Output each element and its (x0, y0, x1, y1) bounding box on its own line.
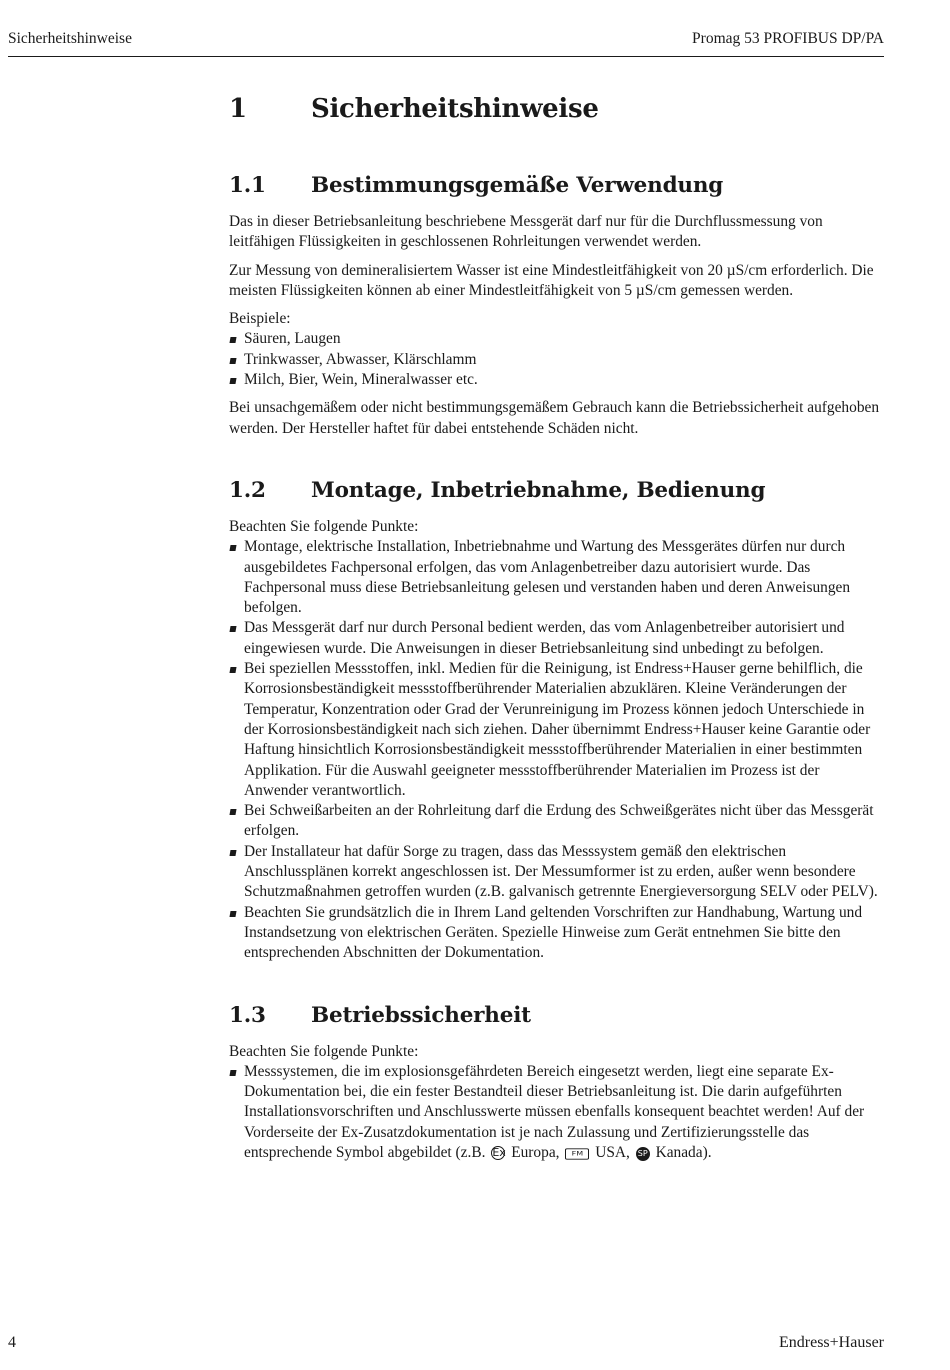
section-1-1 (229, 172, 884, 439)
bullet-icon (229, 626, 236, 632)
section-number: 1.3 (229, 1002, 266, 1028)
list-item: Montage, elektrische Installation, Inbetriebnahme und Wartung des Messgerätes dürfen nur durch ausgebildetes Fachpersonal erfolgen, das vom Anlagenbetreiber dazu autorisiert wurde. Das Fachpersonal muss diese Betriebsanleitung gelesen und verstanden haben und deren Anweisungen befolgen. (229, 537, 884, 618)
fm-symbol-icon: FM (565, 1148, 589, 1159)
bullet-icon (229, 809, 236, 815)
chapter-number: 1 (229, 94, 247, 124)
section-1-2 (229, 477, 884, 964)
list-item: Bei Schweißarbeiten an der Rohrleitung darf die Erdung des Schweißgerätes nicht über das Messgerät erfolgen. (229, 801, 884, 842)
page-number: 4 (8, 1334, 16, 1351)
header-product-name: Promag 53 PROFIBUS DP/PA (692, 30, 884, 47)
csa-symbol-icon: SP (636, 1147, 650, 1161)
examples-list (229, 329, 884, 390)
bullet-icon (229, 378, 236, 384)
section-title: Montage, Inbetriebnahme, Bedienung (311, 477, 766, 503)
section-intro: Beachten Sie folgende Punkte: (229, 1042, 419, 1060)
bullet-icon (229, 667, 236, 673)
bullet-icon (229, 337, 236, 343)
list-item: Der Installateur hat dafür Sorge zu tragen, dass das Messsystem gemäß den elektrischen Anschlussplänen korrekt angeschlossen ist. Der Messumformer ist zu erden, außer wenn besondere Schutzmaßnahmen getroffen wurden (z.B. galvanisch getrennte Energieversorgung SELV oder PELV). (229, 842, 884, 903)
page-header (8, 28, 884, 57)
bullet-icon (229, 911, 236, 917)
list-item: Messsystemen, die im explosionsgefährdeten Bereich eingesetzt werden, liegt eine separate Ex-Dokumentation bei, die ein fester Bestandteil dieser Betriebsanleitung ist. Die darin aufgeführten Installationsvorschriften und Anschlusswerte müssen ebenfalls konsequent beachtet werden! Auf der Vorderseite der Ex-Zusatzdokumentation ist je nach Zulassung und Zertifizierungsstelle das entsprechende Symbol abgebildet (z.B. Ex Europa, FM USA, SP Kanada). (229, 1062, 884, 1163)
points-list (229, 1062, 884, 1163)
list-item: Milch, Bier, Wein, Mineralwasser etc. (229, 370, 884, 390)
paragraph: Das in dieser Betriebsanleitung beschriebene Messgerät darf nur für die Durchflussmessung von leitfähigen Flüssigkeiten in geschlossenen Rohrleitungen verwendet werden. (229, 213, 823, 251)
footer-brand: Endress+Hauser (779, 1334, 884, 1351)
examples-label: Beispiele: (229, 310, 291, 328)
page-footer (8, 1334, 884, 1356)
list-item: Das Messgerät darf nur durch Personal bedient werden, das vom Anlagenbetreiber autorisiert und eingewiesen wurde. Die Anweisungen in dieser Betriebsanleitung sind unbedingt zu befolgen. (229, 618, 884, 659)
section-heading (229, 172, 884, 200)
section-heading (229, 477, 884, 505)
paragraph: Zur Messung von demineralisiertem Wasser ist eine Mindestleitfähigkeit von 20 µS/cm erforderlich. Die meisten Flüssigkeiten können ab einer Mindestleitfähigkeit von 5 µS/cm gemessen werden. (229, 261, 874, 299)
section-number: 1.2 (229, 477, 266, 503)
bullet-icon (229, 1070, 236, 1076)
section-1-3 (229, 1002, 884, 1164)
bullet-icon (229, 545, 236, 551)
list-item: Bei speziellen Messstoffen, inkl. Medien für die Reinigung, ist Endress+Hauser gerne behilflich, die Korrosionsbeständigkeit messstoffberührender Materialien abzuklären. Kleine Veränderungen der Temperatur, Konzentration oder Grad der Verunreinigung im Prozess können jedoch Unterschiede in der Korrosionsbeständigkeit nach sich ziehen. Daher übernimmt Endress+Hauser keine Garantie oder Haftung hinsichtlich Korrosionsbeständigkeit messstoffberührender Materialien in einer bestimmten Applikation. Für die Auswahl geeigneter messstoffberührender Materialien im Prozess ist der Anwender verantwortlich. (229, 659, 884, 801)
section-title: Bestimmungsgemäße Verwendung (311, 173, 724, 198)
chapter-heading (229, 92, 884, 126)
section-intro: Beachten Sie folgende Punkte: (229, 517, 419, 535)
bullet-icon (229, 358, 236, 364)
list-item: Säuren, Laugen (229, 329, 884, 349)
header-section-title: Sicherheitshinweise (8, 30, 132, 47)
page-content (229, 92, 884, 1201)
section-title: Betriebssicherheit (311, 1002, 531, 1028)
paragraph: Bei unsachgemäßem oder nicht bestimmungsgemäßem Gebrauch kann die Betriebssicherheit aufgehoben werden. Der Hersteller haftet für dabei entstehende Schäden nicht. (229, 399, 880, 437)
list-item: Trinkwasser, Abwasser, Klärschlamm (229, 350, 884, 370)
ex-symbol-icon: Ex (492, 1145, 506, 1159)
chapter-title: Sicherheitshinweise (311, 94, 599, 124)
section-heading (229, 1002, 884, 1030)
section-number: 1.1 (229, 173, 266, 198)
bullet-icon (229, 850, 236, 856)
points-list (229, 537, 884, 963)
list-item: Beachten Sie grundsätzlich die in Ihrem Land geltenden Vorschriften zur Handhabung, Wartung und Instandsetzung von elektrischen Geräten. Spezielle Hinweise zum Gerät entnehmen Sie bitte den entsprechenden Abschnitten der Dokumentation. (229, 903, 884, 964)
